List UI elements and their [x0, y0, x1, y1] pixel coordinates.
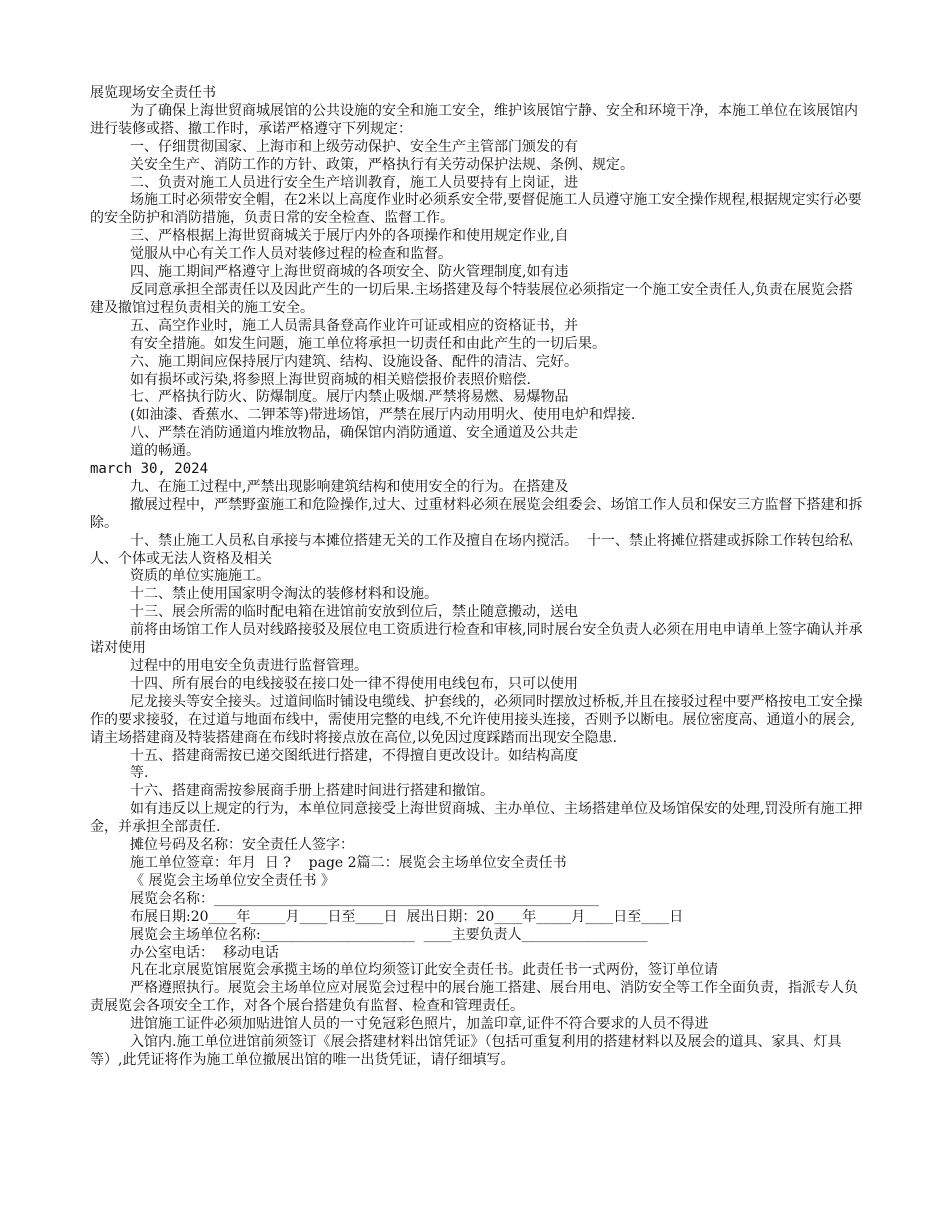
paragraph-line: 办公室电话： 移动电话 [130, 944, 279, 961]
date-line: march 30, 2024 [90, 461, 209, 478]
paragraph-line: 三、严格根据上海世贸商城关于展厅内外的各项操作和使用规定作业,自 [130, 228, 569, 245]
paragraph-line: 四、施工期间严格遵守上海世贸商城的各项安全、防火管理制度,如有违 [130, 264, 569, 281]
paragraph-line: 七、严格执行防火、防爆制度。展厅内禁止吸烟.严禁将易燃、易爆物品 [130, 389, 569, 406]
document-title: 展览现场安全责任书 [90, 85, 216, 101]
paragraph-line: 展览会名称：_______________________________________________________ [130, 890, 599, 907]
paragraph-line: 五、高空作业时，施工人员需具备登高作业许可证或相应的资格证书，并 [130, 317, 578, 334]
paragraph-line: 有安全措施。如发生问题，施工单位将承担一切责任和由此产生的一切后果。 [130, 335, 606, 352]
paragraph-line: 等. [130, 765, 149, 782]
paragraph-line: 一、仔细贯彻国家、上海市和上级劳动保护、安全生产主管部门颁发的有 [130, 138, 578, 155]
paragraph-line: 十、禁止施工人员私自承接与本摊位搭建无关的工作及擅自在场内搅活。 十一、禁止将摊位搭建或拆除工作转包给私人、个体或无法人资格及相关 [90, 532, 853, 567]
paragraph-line: 十六、搭建商需按参展商手册上搭建时间进行搭建和撤馆。 [130, 783, 494, 800]
paragraph-line: 如有违反以上规定的行为，本单位同意接受上海世贸商城、主办单位、主场搭建单位及场馆保安的处理,罚没所有施工押金，并承担全部责任. [90, 801, 863, 836]
paragraph-line: 进馆施工证件必须加贴进馆人员的一寸免冠彩色照片，加盖印章,证件不符合要求的人员不得进 [130, 1016, 709, 1033]
paragraph-line: 展览会主场单位名称:______________________ ____主要负责人__________________ [130, 926, 648, 943]
paragraph-line: (如油漆、香蕉水、二钾苯等)带进场馆，严禁在展厅内动用明火、使用电炉和焊接. [130, 407, 636, 424]
paragraph-line: 摊位号码及名称：安全责任人签字： [130, 837, 354, 854]
paragraph-line: 如有损坏或污染,将参照上海世贸商城的相关赔偿报价表照价赔偿. [130, 371, 531, 388]
paragraph-line: 反同意承担全部责任以及因此产生的一切后果.主场搭建及每个特装展位必须指定一个施工安全责任人,负责在展览会搭建及撤馆过程负责相关的施工安全。 [90, 281, 853, 316]
paragraph-line: 道的畅通。 [130, 443, 200, 460]
paragraph-line: 十五、搭建商需按已递交图纸进行搭建，不得擅自更改设计。如结构高度 [130, 747, 578, 764]
paragraph-line: 十三、展会所需的临时配电箱在进馆前安放到位后，禁止随意搬动，送电 [130, 604, 578, 621]
paragraph-line: 严格遵照执行。展览会主场单位应对展览会过程中的展台施工搭建、展台用电、消防安全等工作全面负责，指派专人负责展览会各项安全工作，对各个展台搭建负有监督、检查和管理责任。 [90, 980, 858, 1015]
paragraph-line: 过程中的用电安全负责进行监督管理。 [130, 658, 368, 674]
document-body [90, 85, 865, 1070]
paragraph-line: 十二、禁止使用国家明令淘汰的装修材料和设施。 [130, 586, 438, 603]
paragraph-line: 为了确保上海世贸商城展馆的公共设施的安全和施工安全，维护该展馆宁静、安全和环境干净，本施工单位在该展馆内进行装修或搭、撤工作时，承诺严格遵守下列规定： [90, 102, 858, 137]
paragraph-line: 场施工时必须带安全帽，在2米以上高度作业时必须系安全带,要督促施工人员遵守施工安全操作规程,根据规定实行必要的安全防护和消防措施，负责日常的安全检查、监督工作。 [90, 192, 862, 227]
paragraph-line: 资质的单位实施施工。 [130, 568, 270, 585]
paragraph-line: 前将由场馆工作人员对线路接驳及展位电工资质进行检查和审核,同时展台安全负责人必须在用电申请单上签字确认并承诺对使用 [90, 622, 863, 657]
paragraph-line: 施工单位签章：年月 日 ? page 2篇二：展览会主场单位安全责任书 [130, 854, 567, 871]
paragraph-line: 二、负责对施工人员进行安全生产培训教育，施工人员要持有上岗证，进 [130, 174, 578, 191]
paragraph-line: 六、施工期间应保持展厅内建筑、结构、设施设备、配件的清洁、完好。 [130, 353, 578, 370]
paragraph-line: 尼龙接头等安全接头。过道间临时铺设电缆线、护套线的，必须同时摆放过桥板,并且在接驳过程中要严格按电工安全操作的要求接驳，在过道与地面布线中，需使用完整的电线,不允许使用接头连接，否则予以断电。展位密度高、通道小的展会,请主场搭建商及特装搭建商在布线时将接点放在高位,以免因过度踩踏而出现安全隐患. [90, 693, 863, 746]
paragraph-line: 关安全生产、消防工作的方针、政策，严格执行有关劳动保护法规、条例、规定。 [130, 156, 634, 173]
paragraph-line: 凡在北京展览馆展览会承揽主场的单位均须签订此安全责任书。此责任书一式两份，签订单位请 [130, 962, 718, 979]
paragraph-line: 入馆内.施工单位进馆前须签订《展会搭建材料出馆凭证》（包括可重复利用的搭建材料以及展会的道具、家具、灯具等）,此凭证将作为施工单位撤展出馆的唯一出货凭证，请仔细填写。 [90, 1034, 842, 1068]
paragraph-line: 觉服从中心有关工作人员对装修过程的检查和监督。 [130, 246, 452, 263]
paragraph-line: 九、在施工过程中,严禁出现影响建筑结构和使用安全的行为。在搭建及 [130, 478, 569, 495]
paragraph-line: 十四、所有展台的电线接驳在接口处一律不得使用电线包布，只可以使用 [130, 675, 578, 692]
paragraph-line: 撤展过程中，严禁野蛮施工和危险操作,过大、过重材料必须在展览会组委会、场馆工作人员和保安三方监督下搭建和拆除。 [90, 496, 863, 531]
paragraph-line: 八、严禁在消防通道内堆放物品，确保馆内消防通道、安全通道及公共走 [130, 425, 578, 442]
paragraph-line: 《 展览会主场单位安全责任书 》 [130, 872, 335, 889]
paragraph-line: 布展日期:20____年_____月____日至____日 展出日期：20____年_____月____日至____日 [130, 908, 684, 925]
